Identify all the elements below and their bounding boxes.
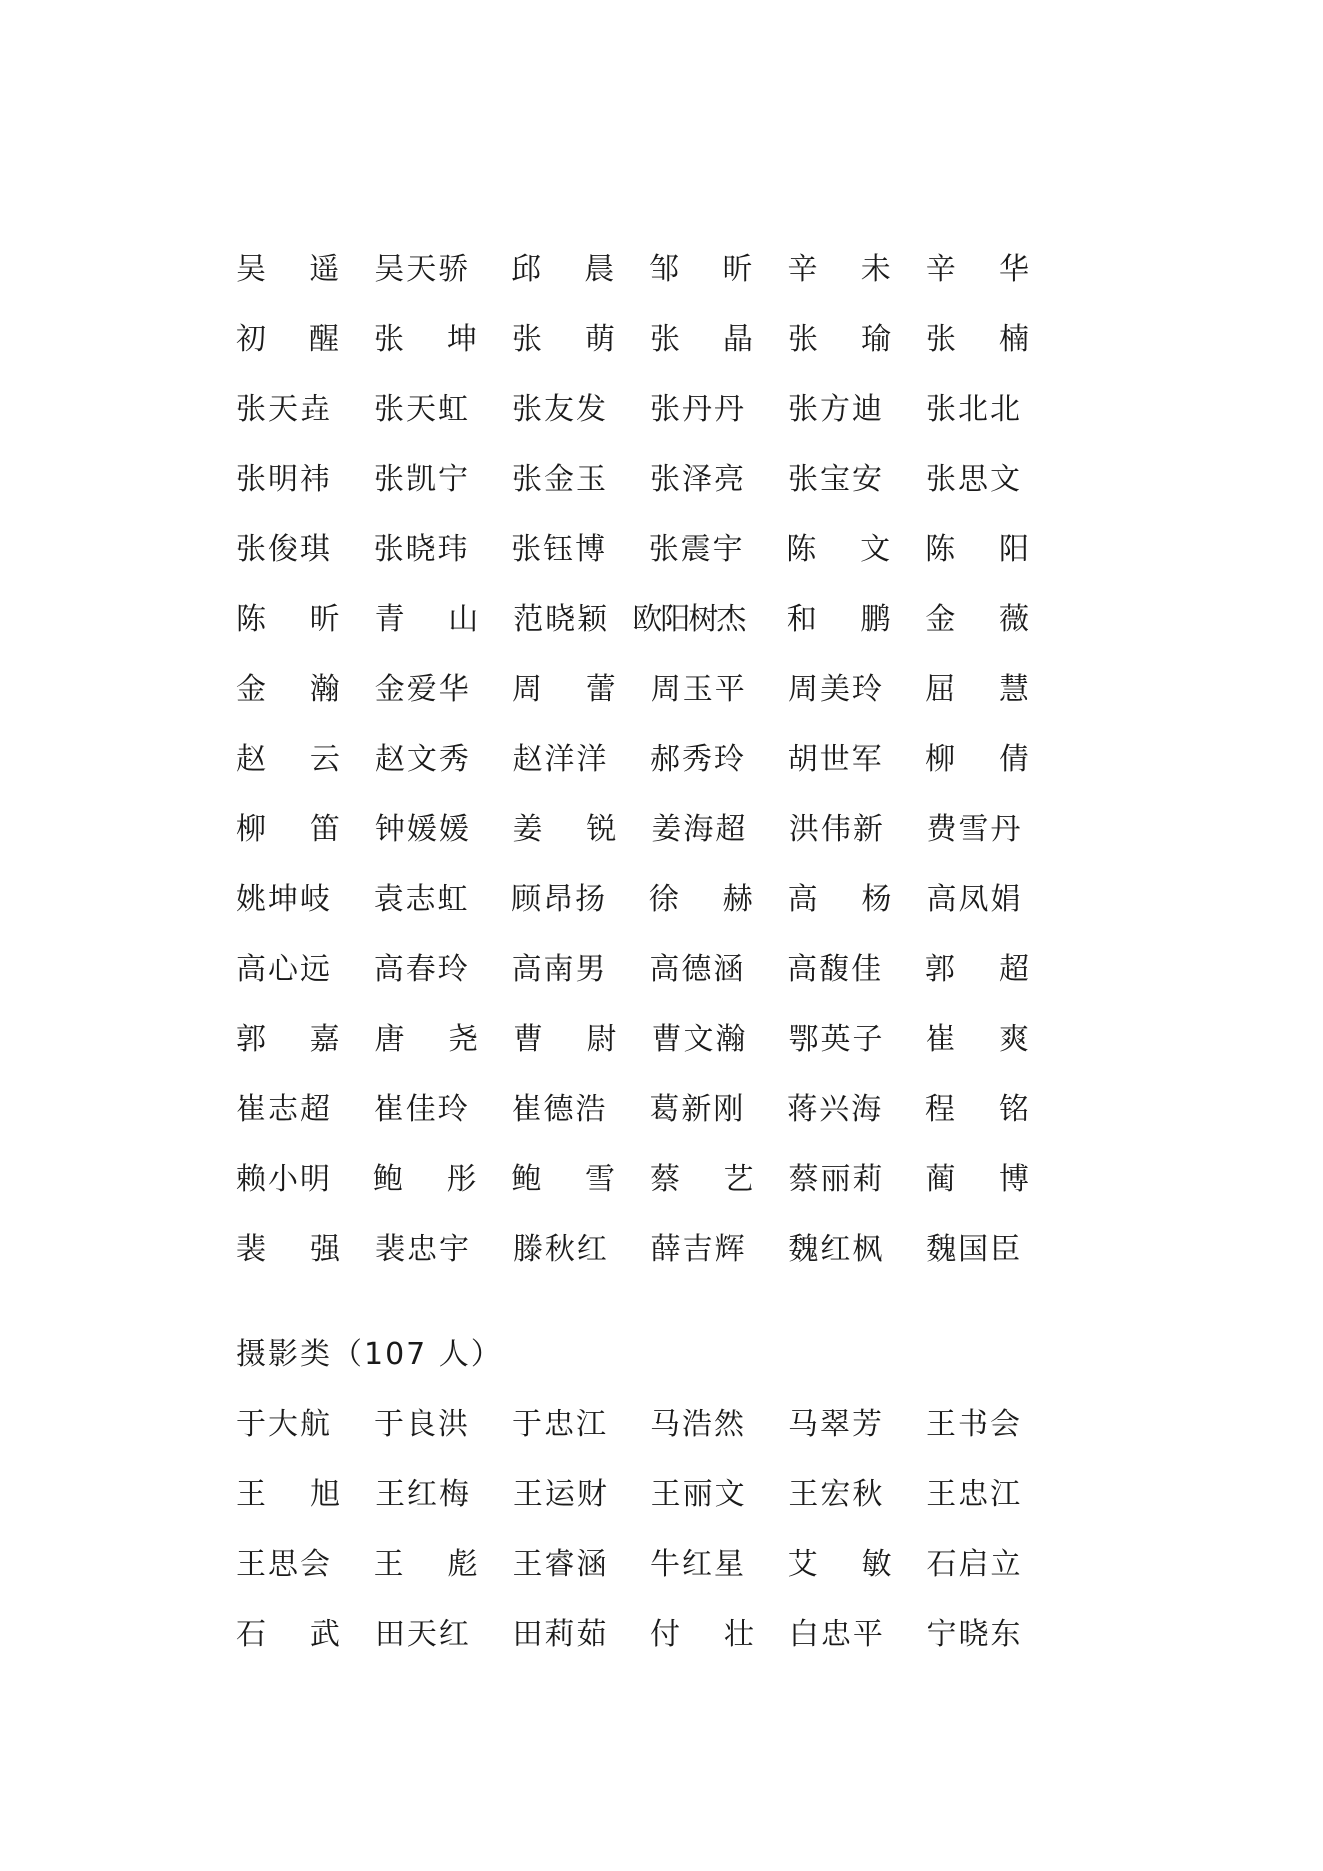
person-name: 程 铭 xyxy=(924,1092,1029,1127)
person-name: 屈 慧 xyxy=(925,672,1029,707)
person-name: 高 杨 xyxy=(787,882,892,917)
person-name: 张北北 xyxy=(926,392,1022,427)
person-name: 于良洪 xyxy=(374,1407,470,1442)
person-name: 曹文瀚 xyxy=(651,1022,748,1057)
person-name: 魏红枫 xyxy=(788,1232,885,1267)
person-name: 郭 嘉 xyxy=(236,1022,340,1057)
person-name: 崔德浩 xyxy=(511,1092,608,1127)
person-name: 石 武 xyxy=(236,1617,340,1652)
name-row xyxy=(236,1075,1064,1145)
person-name: 张俊琪 xyxy=(236,532,332,567)
person-name: 张方迪 xyxy=(788,392,884,427)
person-name: 陈 阳 xyxy=(925,532,1030,567)
person-name: 王书会 xyxy=(926,1407,1022,1442)
name-list-part1 xyxy=(236,235,1064,1285)
person-name: 和 鹏 xyxy=(786,602,891,637)
person-name: 洪伟新 xyxy=(788,812,885,847)
person-name: 裴忠宇 xyxy=(375,1232,472,1267)
name-row xyxy=(236,655,1064,725)
person-name: 张 楠 xyxy=(926,322,1029,357)
person-name: 姜海超 xyxy=(651,812,748,847)
person-name: 徐 赫 xyxy=(648,882,753,917)
person-name: 张天垚 xyxy=(236,392,332,427)
name-row xyxy=(236,865,1064,935)
name-row xyxy=(236,1460,1064,1530)
person-name: 王思会 xyxy=(236,1547,332,1582)
person-name: 高馥佳 xyxy=(787,952,884,987)
person-name: 吴天骄 xyxy=(374,252,471,287)
person-name: 高春玲 xyxy=(373,952,470,987)
person-name: 初 醒 xyxy=(236,322,339,357)
person-name: 滕秋红 xyxy=(512,1232,609,1267)
person-name: 高凤娟 xyxy=(926,882,1023,917)
person-name: 高德涵 xyxy=(649,952,746,987)
person-name: 崔佳玲 xyxy=(373,1092,470,1127)
person-name: 赖小明 xyxy=(236,1162,332,1197)
person-name: 崔 爽 xyxy=(925,1022,1029,1057)
person-name: 艾 敏 xyxy=(787,1547,892,1582)
person-name: 唐 尧 xyxy=(374,1022,478,1057)
person-name: 张震宇 xyxy=(648,532,745,567)
person-name: 张思文 xyxy=(926,462,1022,497)
person-name: 张友发 xyxy=(512,392,608,427)
person-name: 鲍 雪 xyxy=(511,1162,615,1197)
name-row xyxy=(236,445,1064,515)
person-name: 金爱华 xyxy=(374,672,471,707)
person-name: 周美玲 xyxy=(788,672,884,707)
person-name: 柳 笛 xyxy=(236,812,340,847)
name-row xyxy=(236,305,1064,375)
person-name: 辛 未 xyxy=(787,252,891,287)
person-name: 蔡丽莉 xyxy=(788,1162,885,1197)
name-row xyxy=(236,375,1064,445)
name-row xyxy=(236,935,1064,1005)
person-name: 陈 昕 xyxy=(236,602,340,637)
person-name: 宁晓东 xyxy=(926,1617,1023,1652)
person-name: 鄂英子 xyxy=(788,1022,885,1057)
person-name: 张丹丹 xyxy=(650,392,746,427)
person-name: 张凯宁 xyxy=(374,462,470,497)
person-name: 王睿涵 xyxy=(512,1547,609,1582)
person-name: 张晓玮 xyxy=(373,532,470,567)
name-row xyxy=(236,1600,1064,1670)
person-name: 邹 昕 xyxy=(649,252,753,287)
person-name: 顾昂扬 xyxy=(511,882,608,917)
person-name: 蒋兴海 xyxy=(787,1092,884,1127)
person-name: 王丽文 xyxy=(650,1477,747,1512)
person-name: 田天红 xyxy=(374,1617,471,1652)
name-row xyxy=(236,515,1064,585)
person-name: 钟媛媛 xyxy=(374,812,471,847)
person-name: 崔志超 xyxy=(236,1092,332,1127)
person-name: 赵 云 xyxy=(236,742,340,777)
person-name: 张泽亮 xyxy=(650,462,746,497)
person-name: 张钰博 xyxy=(511,532,608,567)
person-name: 邱 晨 xyxy=(510,252,615,287)
person-name: 张 萌 xyxy=(512,322,615,357)
person-name: 姜 锐 xyxy=(512,812,617,847)
person-name: 张金玉 xyxy=(512,462,608,497)
person-name: 欧阳树杰 xyxy=(632,602,745,637)
person-name: 马浩然 xyxy=(650,1407,746,1442)
person-name: 金 薇 xyxy=(925,602,1029,637)
person-name: 赵洋洋 xyxy=(512,742,609,777)
person-name: 蔺 博 xyxy=(925,1162,1029,1197)
person-name: 蔡 艺 xyxy=(650,1162,754,1197)
person-name: 王 彪 xyxy=(373,1547,478,1582)
person-name: 周玉平 xyxy=(650,672,747,707)
person-name: 王忠江 xyxy=(926,1477,1023,1512)
person-name: 赵文秀 xyxy=(374,742,471,777)
person-name: 曹 尉 xyxy=(512,1022,617,1057)
person-name: 袁志虹 xyxy=(373,882,470,917)
person-name: 牛红星 xyxy=(650,1547,747,1582)
person-name: 陈 文 xyxy=(786,532,891,567)
name-row xyxy=(236,1145,1064,1215)
person-name: 高心远 xyxy=(236,952,332,987)
person-name: 张 坤 xyxy=(374,322,477,357)
name-list-part2 xyxy=(236,1390,1064,1670)
name-row xyxy=(236,1530,1064,1600)
person-name: 付 壮 xyxy=(650,1617,754,1652)
person-name: 王 旭 xyxy=(236,1477,341,1512)
person-name: 田莉茹 xyxy=(512,1617,609,1652)
person-name: 石启立 xyxy=(926,1547,1023,1582)
name-row xyxy=(236,725,1064,795)
name-row xyxy=(236,1005,1064,1075)
name-row xyxy=(236,1390,1064,1460)
person-name: 王红梅 xyxy=(375,1477,472,1512)
name-row xyxy=(236,1215,1064,1285)
person-name: 张 瑜 xyxy=(788,322,891,357)
person-name: 张明祎 xyxy=(236,462,332,497)
person-name: 王宏秋 xyxy=(788,1477,885,1512)
person-name: 高南男 xyxy=(511,952,608,987)
person-name: 白忠平 xyxy=(788,1617,885,1652)
person-name: 郝秀玲 xyxy=(650,742,747,777)
person-name: 周 蕾 xyxy=(512,672,616,707)
person-name: 吴 遥 xyxy=(236,252,340,287)
name-row xyxy=(236,795,1064,865)
person-name: 辛 华 xyxy=(925,252,1029,287)
name-row xyxy=(236,235,1064,305)
person-name: 姚坤岐 xyxy=(236,882,332,917)
person-name: 张天虹 xyxy=(374,392,470,427)
person-name: 张宝安 xyxy=(788,462,884,497)
person-name: 马翠芳 xyxy=(788,1407,884,1442)
person-name: 胡世军 xyxy=(787,742,884,777)
section-title-photography: 摄影类（107 人） xyxy=(236,1337,503,1372)
person-name: 金 瀚 xyxy=(236,672,340,707)
person-name: 葛新刚 xyxy=(649,1092,746,1127)
person-name: 裴 强 xyxy=(236,1232,341,1267)
person-name: 王运财 xyxy=(512,1477,609,1512)
person-name: 青 山 xyxy=(374,602,479,637)
person-name: 范晓颖 xyxy=(513,602,610,637)
person-name: 鲍 彤 xyxy=(373,1162,477,1197)
person-name: 于忠江 xyxy=(512,1407,608,1442)
person-name: 郭 超 xyxy=(924,952,1029,987)
person-name: 于大航 xyxy=(236,1407,332,1442)
person-name: 魏国臣 xyxy=(926,1232,1023,1267)
person-name: 薛吉辉 xyxy=(650,1232,747,1267)
name-row xyxy=(236,585,1064,655)
person-name: 张 晶 xyxy=(650,322,753,357)
person-name: 柳 倩 xyxy=(925,742,1030,777)
person-name: 费雪丹 xyxy=(926,812,1023,847)
